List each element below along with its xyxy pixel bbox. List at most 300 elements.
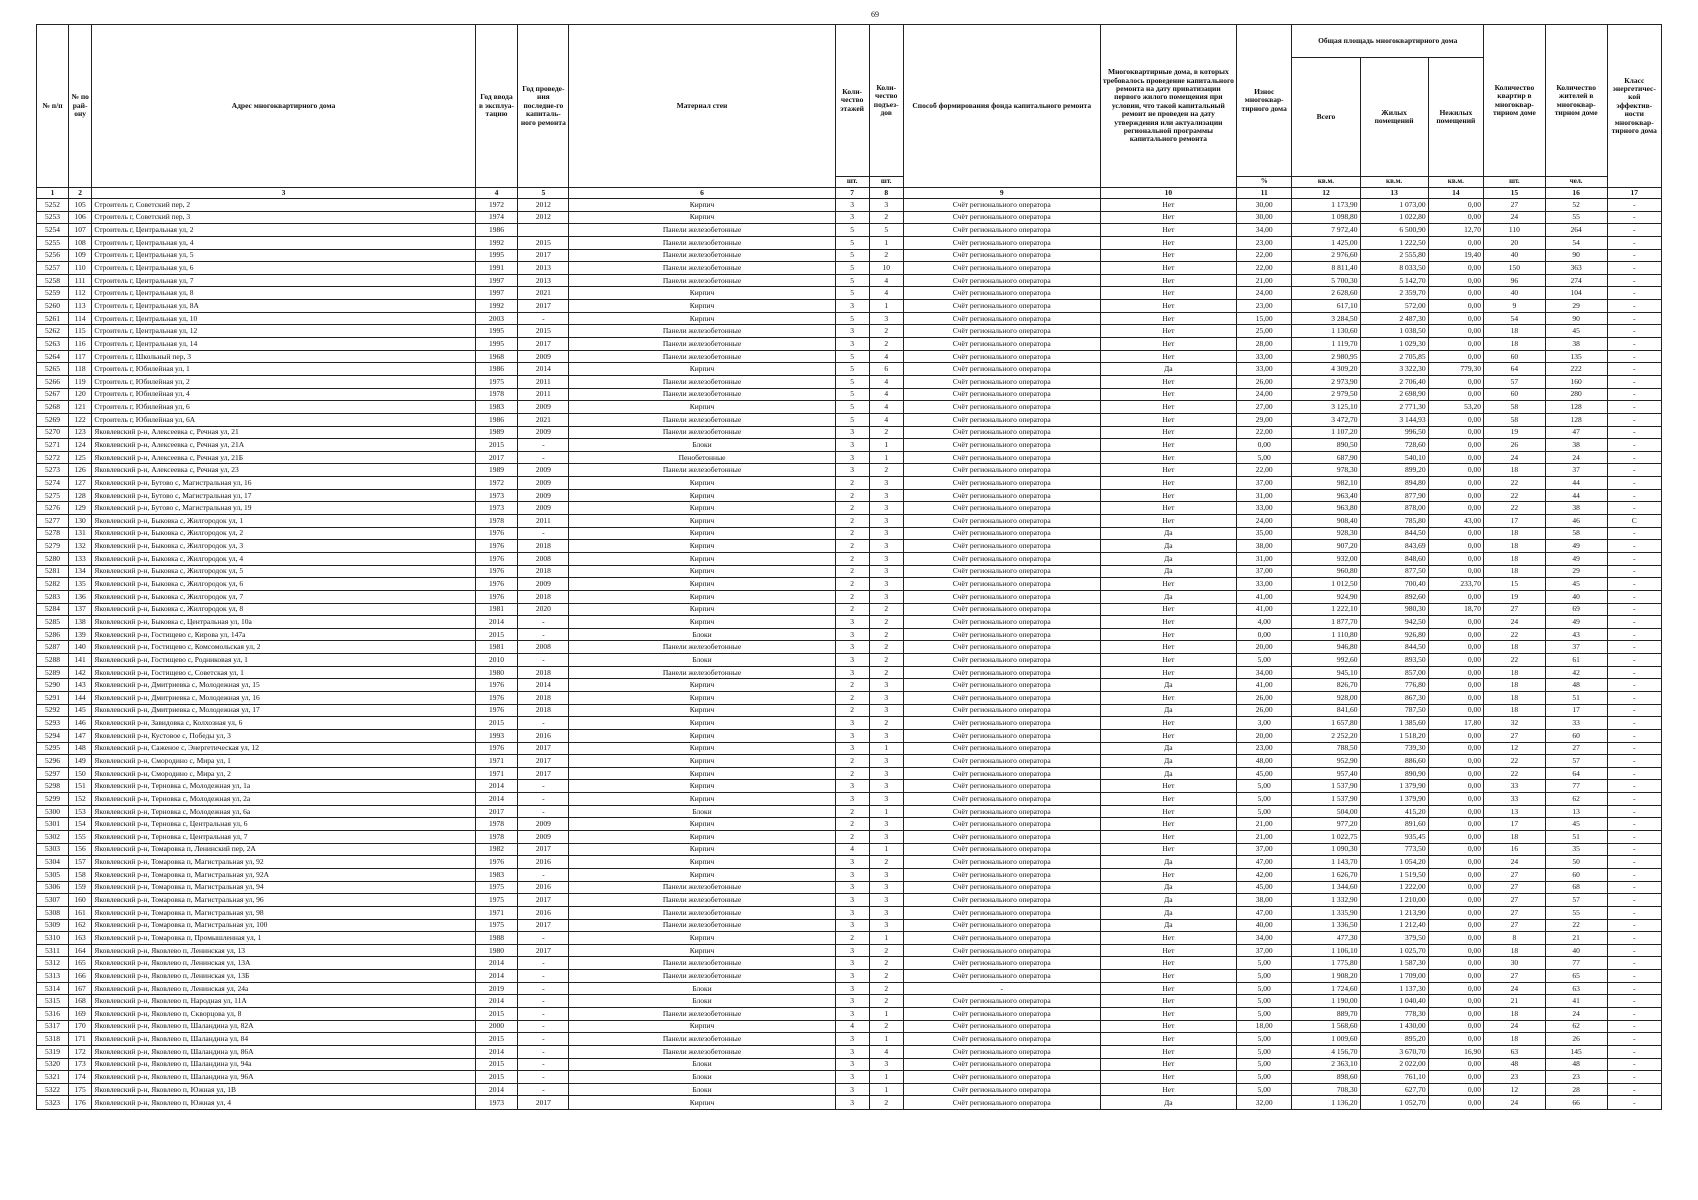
- cell-energy-class: -: [1607, 502, 1661, 515]
- cell-residents: 38: [1545, 502, 1607, 515]
- cell-area-total: 898,60: [1292, 1071, 1360, 1084]
- cell-row-number: 5303: [37, 843, 69, 856]
- cell-energy-class: -: [1607, 717, 1661, 730]
- cell-entrances: 10: [869, 262, 903, 275]
- cell-wall-material: Панели железобетонные: [569, 388, 835, 401]
- cell-area-residential: 787,50: [1360, 704, 1428, 717]
- cell-row-number: 5254: [37, 224, 69, 237]
- cell-fund-method: Счёт регионального оператора: [903, 1045, 1100, 1058]
- cell-floors: 2: [835, 679, 869, 692]
- cell-apartments: 96: [1484, 274, 1546, 287]
- cell-last-repair-year: 2017: [518, 300, 569, 313]
- cell-energy-class: -: [1607, 211, 1661, 224]
- cell-area-residential: 739,30: [1360, 742, 1428, 755]
- table-row: [37, 780, 1662, 793]
- cell-energy-class: -: [1607, 426, 1661, 439]
- cell-wall-material: Панели железобетонные: [569, 1033, 835, 1046]
- cell-entrances: 3: [869, 818, 903, 831]
- cell-entrances: 3: [869, 894, 903, 907]
- cell-address: Строитель г, Центральная ул, 4: [92, 236, 475, 249]
- cell-floors: 2: [835, 565, 869, 578]
- cell-row-number: 5300: [37, 805, 69, 818]
- cell-district-number: 157: [68, 856, 91, 869]
- cell-address: Строитель г, Центральная ул, 8А: [92, 300, 475, 313]
- cell-residents: 65: [1545, 970, 1607, 983]
- cell-energy-class: -: [1607, 932, 1661, 945]
- cell-area-total: 1 110,80: [1292, 628, 1360, 641]
- cell-area-total: 963,40: [1292, 489, 1360, 502]
- column-number: 16: [1545, 188, 1607, 199]
- cell-fund-method: Счёт регионального оператора: [903, 894, 1100, 907]
- cell-repair-needed: Нет: [1100, 211, 1236, 224]
- cell-area-nonresidential: 0,00: [1428, 274, 1483, 287]
- cell-last-repair-year: -: [518, 439, 569, 452]
- cell-area-nonresidential: 0,00: [1428, 287, 1483, 300]
- cell-energy-class: -: [1607, 413, 1661, 426]
- cell-residents: 280: [1545, 388, 1607, 401]
- cell-residents: 45: [1545, 325, 1607, 338]
- unit-wear: %: [1237, 177, 1292, 188]
- cell-repair-needed: Да: [1100, 906, 1236, 919]
- cell-last-repair-year: -: [518, 970, 569, 983]
- cell-district-number: 169: [68, 1008, 91, 1021]
- cell-floors: 3: [835, 906, 869, 919]
- cell-last-repair-year: 2009: [518, 489, 569, 502]
- cell-area-nonresidential: 43,00: [1428, 515, 1483, 528]
- cell-apartments: 20: [1484, 236, 1546, 249]
- cell-year-built: 1983: [475, 868, 518, 881]
- table-row: [37, 793, 1662, 806]
- table-row: [37, 641, 1662, 654]
- cell-area-total: 7 972,40: [1292, 224, 1360, 237]
- cell-district-number: 151: [68, 780, 91, 793]
- cell-apartments: 18: [1484, 464, 1546, 477]
- cell-entrances: 3: [869, 578, 903, 591]
- cell-repair-needed: Нет: [1100, 300, 1236, 313]
- cell-apartments: 27: [1484, 970, 1546, 983]
- cell-row-number: 5258: [37, 274, 69, 287]
- cell-fund-method: Счёт регионального оператора: [903, 616, 1100, 629]
- cell-floors: 2: [835, 691, 869, 704]
- cell-apartments: 32: [1484, 717, 1546, 730]
- cell-row-number: 5266: [37, 375, 69, 388]
- cell-area-nonresidential: 0,00: [1428, 451, 1483, 464]
- cell-district-number: 130: [68, 515, 91, 528]
- cell-wall-material: Кирпич: [569, 729, 835, 742]
- cell-wall-material: Кирпич: [569, 944, 835, 957]
- cell-wall-material: Блоки: [569, 982, 835, 995]
- col-header-apartments: Количество квартир в многоквар-тирном доме: [1484, 25, 1546, 177]
- cell-entrances: 2: [869, 464, 903, 477]
- cell-entrances: 2: [869, 856, 903, 869]
- cell-repair-needed: Нет: [1100, 489, 1236, 502]
- cell-address: Яковлевский р-н, Яковлево п, Ленинская ул, 13: [92, 944, 475, 957]
- cell-last-repair-year: -: [518, 805, 569, 818]
- cell-fund-method: Счёт регионального оператора: [903, 691, 1100, 704]
- col-header-wall-material: Материал стен: [569, 25, 835, 188]
- cell-last-repair-year: 2009: [518, 818, 569, 831]
- cell-area-total: 2 976,60: [1292, 249, 1360, 262]
- cell-residents: 21: [1545, 932, 1607, 945]
- cell-wall-material: Кирпич: [569, 856, 835, 869]
- cell-row-number: 5270: [37, 426, 69, 439]
- cell-last-repair-year: 2017: [518, 755, 569, 768]
- cell-apartments: 63: [1484, 1045, 1546, 1058]
- cell-apartments: 27: [1484, 906, 1546, 919]
- cell-row-number: 5272: [37, 451, 69, 464]
- cell-year-built: 1982: [475, 843, 518, 856]
- cell-year-built: 1980: [475, 666, 518, 679]
- table-row: [37, 717, 1662, 730]
- cell-entrances: 3: [869, 199, 903, 212]
- cell-area-residential: 935,45: [1360, 831, 1428, 844]
- cell-fund-method: Счёт регионального оператора: [903, 1083, 1100, 1096]
- cell-district-number: 108: [68, 236, 91, 249]
- cell-wear: 33,00: [1237, 502, 1292, 515]
- cell-fund-method: Счёт регионального оператора: [903, 590, 1100, 603]
- cell-apartments: 18: [1484, 704, 1546, 717]
- cell-district-number: 121: [68, 401, 91, 414]
- cell-area-residential: 5 142,70: [1360, 274, 1428, 287]
- cell-residents: 57: [1545, 894, 1607, 907]
- cell-fund-method: Счёт регионального оператора: [903, 426, 1100, 439]
- cell-district-number: 105: [68, 199, 91, 212]
- cell-area-nonresidential: 0,00: [1428, 919, 1483, 932]
- cell-district-number: 117: [68, 350, 91, 363]
- cell-row-number: 5301: [37, 818, 69, 831]
- cell-year-built: 1973: [475, 502, 518, 515]
- cell-energy-class: -: [1607, 464, 1661, 477]
- cell-fund-method: Счёт регионального оператора: [903, 628, 1100, 641]
- cell-last-repair-year: -: [518, 1008, 569, 1021]
- cell-energy-class: -: [1607, 262, 1661, 275]
- cell-row-number: 5317: [37, 1020, 69, 1033]
- cell-row-number: 5257: [37, 262, 69, 275]
- cell-residents: 48: [1545, 679, 1607, 692]
- cell-wear: 37,00: [1237, 843, 1292, 856]
- cell-entrances: 3: [869, 881, 903, 894]
- cell-last-repair-year: -: [518, 616, 569, 629]
- cell-last-repair-year: -: [518, 1045, 569, 1058]
- cell-area-total: 1 724,60: [1292, 982, 1360, 995]
- cell-wear: 5,00: [1237, 995, 1292, 1008]
- table-row: [37, 742, 1662, 755]
- col-header-area-group: Общая площадь многоквартирного дома: [1292, 25, 1484, 58]
- cell-area-residential: 700,40: [1360, 578, 1428, 591]
- cell-entrances: 1: [869, 805, 903, 818]
- cell-year-built: 2014: [475, 1083, 518, 1096]
- cell-energy-class: -: [1607, 666, 1661, 679]
- cell-area-residential: 2 705,85: [1360, 350, 1428, 363]
- cell-district-number: 139: [68, 628, 91, 641]
- unit-area-nonresidential: кв.м.: [1428, 177, 1483, 188]
- cell-fund-method: Счёт регионального оператора: [903, 401, 1100, 414]
- unit-area-total: кв.м.: [1292, 177, 1360, 188]
- table-row: [37, 691, 1662, 704]
- cell-last-repair-year: 2008: [518, 641, 569, 654]
- cell-residents: 44: [1545, 477, 1607, 490]
- cell-row-number: 5319: [37, 1045, 69, 1058]
- cell-energy-class: -: [1607, 729, 1661, 742]
- cell-area-residential: 1 073,00: [1360, 199, 1428, 212]
- table-row: [37, 970, 1662, 983]
- cell-wear: 37,00: [1237, 565, 1292, 578]
- table-row: [37, 906, 1662, 919]
- cell-address: Строитель г, Центральная ул, 7: [92, 274, 475, 287]
- cell-repair-needed: Да: [1100, 704, 1236, 717]
- cell-area-residential: 2 487,30: [1360, 312, 1428, 325]
- cell-entrances: 3: [869, 780, 903, 793]
- cell-year-built: 1976: [475, 856, 518, 869]
- cell-energy-class: -: [1607, 1033, 1661, 1046]
- cell-repair-needed: Да: [1100, 565, 1236, 578]
- cell-area-total: 2 973,90: [1292, 375, 1360, 388]
- cell-area-residential: 1 379,90: [1360, 780, 1428, 793]
- cell-row-number: 5268: [37, 401, 69, 414]
- cell-repair-needed: Да: [1100, 1096, 1236, 1110]
- cell-wear: 15,00: [1237, 312, 1292, 325]
- cell-repair-needed: Нет: [1100, 1033, 1236, 1046]
- cell-area-total: 2 363,10: [1292, 1058, 1360, 1071]
- cell-address: Яковлевский р-н, Гостищево с, Советская ул, 1: [92, 666, 475, 679]
- cell-residents: 43: [1545, 628, 1607, 641]
- cell-repair-needed: Да: [1100, 590, 1236, 603]
- cell-area-residential: 1 038,50: [1360, 325, 1428, 338]
- cell-wall-material: Кирпич: [569, 578, 835, 591]
- cell-apartments: 58: [1484, 413, 1546, 426]
- cell-wall-material: Кирпич: [569, 527, 835, 540]
- table-row: [37, 262, 1662, 275]
- cell-energy-class: -: [1607, 691, 1661, 704]
- cell-energy-class: -: [1607, 236, 1661, 249]
- cell-repair-needed: Нет: [1100, 868, 1236, 881]
- table-row: [37, 527, 1662, 540]
- cell-entrances: 3: [869, 755, 903, 768]
- cell-energy-class: -: [1607, 679, 1661, 692]
- table-row: [37, 704, 1662, 717]
- cell-residents: 52: [1545, 199, 1607, 212]
- cell-area-residential: 926,80: [1360, 628, 1428, 641]
- cell-year-built: 1978: [475, 818, 518, 831]
- cell-entrances: 2: [869, 641, 903, 654]
- cell-wear: 3,00: [1237, 717, 1292, 730]
- cell-wall-material: Панели железобетонные: [569, 262, 835, 275]
- cell-floors: 2: [835, 527, 869, 540]
- cell-row-number: 5280: [37, 552, 69, 565]
- cell-year-built: 1995: [475, 249, 518, 262]
- cell-year-built: 2014: [475, 1045, 518, 1058]
- cell-wear: 31,00: [1237, 552, 1292, 565]
- table-row: [37, 489, 1662, 502]
- cell-fund-method: Счёт регионального оператора: [903, 995, 1100, 1008]
- cell-district-number: 145: [68, 704, 91, 717]
- cell-entrances: 1: [869, 1071, 903, 1084]
- cell-fund-method: Счёт регионального оператора: [903, 1071, 1100, 1084]
- cell-entrances: 1: [869, 300, 903, 313]
- cell-address: Яковлевский р-н, Кустовое с, Победы ул, 3: [92, 729, 475, 742]
- cell-last-repair-year: [518, 224, 569, 237]
- cell-apartments: 18: [1484, 565, 1546, 578]
- cell-district-number: 135: [68, 578, 91, 591]
- cell-energy-class: -: [1607, 477, 1661, 490]
- cell-last-repair-year: 2017: [518, 1096, 569, 1110]
- cell-residents: 51: [1545, 831, 1607, 844]
- cell-floors: 3: [835, 717, 869, 730]
- cell-residents: 54: [1545, 236, 1607, 249]
- cell-energy-class: -: [1607, 957, 1661, 970]
- cell-floors: 5: [835, 388, 869, 401]
- cell-apartments: 24: [1484, 982, 1546, 995]
- cell-address: Яковлевский р-н, Томаровка п, Ленинский пер, 2А: [92, 843, 475, 856]
- cell-wear: 23,00: [1237, 300, 1292, 313]
- cell-repair-needed: Да: [1100, 679, 1236, 692]
- cell-repair-needed: Нет: [1100, 350, 1236, 363]
- cell-year-built: 2015: [475, 1033, 518, 1046]
- cell-district-number: 118: [68, 363, 91, 376]
- cell-year-built: 1976: [475, 527, 518, 540]
- cell-area-nonresidential: 0,00: [1428, 1008, 1483, 1021]
- cell-entrances: 2: [869, 249, 903, 262]
- cell-wall-material: Кирпич: [569, 199, 835, 212]
- cell-entrances: 3: [869, 691, 903, 704]
- table-row: [37, 578, 1662, 591]
- cell-repair-needed: Да: [1100, 755, 1236, 768]
- cell-area-nonresidential: 0,00: [1428, 982, 1483, 995]
- cell-floors: 3: [835, 780, 869, 793]
- cell-area-residential: 1 430,00: [1360, 1020, 1428, 1033]
- table-row: [37, 654, 1662, 667]
- cell-year-built: 1972: [475, 477, 518, 490]
- cell-apartments: 18: [1484, 552, 1546, 565]
- cell-address: Яковлевский р-н, Яковлево п, Ленинская ул, 13Б: [92, 970, 475, 983]
- cell-year-built: 2017: [475, 451, 518, 464]
- cell-district-number: 126: [68, 464, 91, 477]
- table-row: [37, 995, 1662, 1008]
- cell-area-residential: 877,90: [1360, 489, 1428, 502]
- cell-year-built: 1978: [475, 388, 518, 401]
- cell-entrances: 3: [869, 729, 903, 742]
- cell-wall-material: Кирпич: [569, 691, 835, 704]
- cell-area-residential: 2 022,00: [1360, 1058, 1428, 1071]
- cell-entrances: 3: [869, 502, 903, 515]
- cell-energy-class: -: [1607, 894, 1661, 907]
- table-row: [37, 856, 1662, 869]
- cell-area-nonresidential: 0,00: [1428, 375, 1483, 388]
- cell-floors: 2: [835, 831, 869, 844]
- cell-area-nonresidential: 0,00: [1428, 489, 1483, 502]
- cell-entrances: 2: [869, 338, 903, 351]
- cell-residents: 41: [1545, 995, 1607, 1008]
- cell-fund-method: Счёт регионального оператора: [903, 856, 1100, 869]
- cell-wall-material: Блоки: [569, 654, 835, 667]
- cell-entrances: 4: [869, 287, 903, 300]
- cell-wear: 5,00: [1237, 451, 1292, 464]
- cell-wear: 27,00: [1237, 401, 1292, 414]
- cell-entrances: 3: [869, 679, 903, 692]
- col-header-area-nonresidential: Нежилых помещений: [1428, 58, 1483, 177]
- cell-district-number: 166: [68, 970, 91, 983]
- cell-residents: 17: [1545, 704, 1607, 717]
- cell-wall-material: Кирпич: [569, 868, 835, 881]
- table-row: [37, 603, 1662, 616]
- cell-wall-material: Панели железобетонные: [569, 1045, 835, 1058]
- cell-row-number: 5271: [37, 439, 69, 452]
- cell-area-total: 992,60: [1292, 654, 1360, 667]
- cell-address: Яковлевский р-н, Быковка с, Жилгородок ул, 8: [92, 603, 475, 616]
- cell-address: Строитель г, Советский пер, 2: [92, 199, 475, 212]
- cell-repair-needed: Нет: [1100, 388, 1236, 401]
- cell-district-number: 152: [68, 793, 91, 806]
- cell-entrances: 3: [869, 312, 903, 325]
- cell-year-built: 1980: [475, 944, 518, 957]
- table-row: [37, 1083, 1662, 1096]
- cell-fund-method: Счёт регионального оператора: [903, 944, 1100, 957]
- cell-address: Яковлевский р-н, Быковка с, Жилгородок ул, 2: [92, 527, 475, 540]
- unit-apartments: шт.: [1484, 177, 1546, 188]
- cell-area-residential: 1 518,20: [1360, 729, 1428, 742]
- cell-address: Яковлевский р-н, Алексеевка с, Речная ул, 23: [92, 464, 475, 477]
- cell-row-number: 5275: [37, 489, 69, 502]
- cell-last-repair-year: 2011: [518, 515, 569, 528]
- cell-floors: 3: [835, 1058, 869, 1071]
- cell-floors: 5: [835, 375, 869, 388]
- cell-repair-needed: Да: [1100, 894, 1236, 907]
- cell-apartments: 23: [1484, 1071, 1546, 1084]
- cell-fund-method: Счёт регионального оператора: [903, 338, 1100, 351]
- cell-fund-method: Счёт регионального оператора: [903, 388, 1100, 401]
- cell-fund-method: Счёт регионального оператора: [903, 1033, 1100, 1046]
- cell-area-total: 1 336,50: [1292, 919, 1360, 932]
- cell-row-number: 5306: [37, 881, 69, 894]
- cell-fund-method: Счёт регионального оператора: [903, 502, 1100, 515]
- cell-repair-needed: Нет: [1100, 515, 1236, 528]
- cell-address: Яковлевский р-н, Терновка с, Молодежная ул, 2а: [92, 793, 475, 806]
- cell-area-residential: 1 137,30: [1360, 982, 1428, 995]
- cell-area-nonresidential: 19,40: [1428, 249, 1483, 262]
- cell-district-number: 149: [68, 755, 91, 768]
- cell-fund-method: Счёт регионального оператора: [903, 780, 1100, 793]
- cell-apartments: 22: [1484, 654, 1546, 667]
- column-number: 17: [1607, 188, 1661, 199]
- cell-wall-material: Панели железобетонные: [569, 350, 835, 363]
- cell-entrances: 2: [869, 717, 903, 730]
- cell-row-number: 5302: [37, 831, 69, 844]
- cell-last-repair-year: 2018: [518, 666, 569, 679]
- cell-year-built: 1992: [475, 300, 518, 313]
- cell-residents: 128: [1545, 413, 1607, 426]
- cell-repair-needed: Нет: [1100, 1058, 1236, 1071]
- cell-district-number: 176: [68, 1096, 91, 1110]
- cell-area-total: 977,20: [1292, 818, 1360, 831]
- cell-entrances: 4: [869, 1045, 903, 1058]
- table-row: [37, 932, 1662, 945]
- cell-fund-method: Счёт регионального оператора: [903, 906, 1100, 919]
- cell-apartments: 64: [1484, 363, 1546, 376]
- cell-area-nonresidential: 0,00: [1428, 666, 1483, 679]
- cell-entrances: 1: [869, 451, 903, 464]
- cell-repair-needed: Нет: [1100, 944, 1236, 957]
- cell-area-total: 2 252,20: [1292, 729, 1360, 742]
- cell-wall-material: Панели железобетонные: [569, 641, 835, 654]
- cell-wear: 41,00: [1237, 590, 1292, 603]
- cell-wear: 24,00: [1237, 515, 1292, 528]
- cell-area-total: 1 568,60: [1292, 1020, 1360, 1033]
- cell-floors: 2: [835, 767, 869, 780]
- cell-area-residential: 844,50: [1360, 641, 1428, 654]
- cell-area-nonresidential: 0,00: [1428, 426, 1483, 439]
- cell-wear: 5,00: [1237, 793, 1292, 806]
- cell-area-nonresidential: 0,00: [1428, 995, 1483, 1008]
